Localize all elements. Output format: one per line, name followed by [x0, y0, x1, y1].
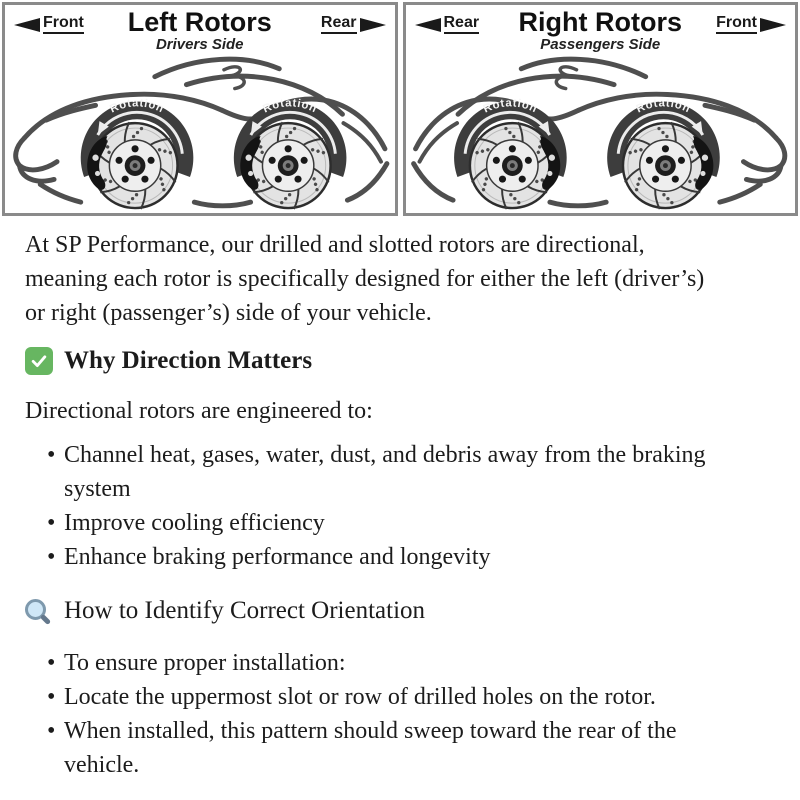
bullet-item: • Improve cooling efficiency — [47, 506, 720, 540]
rotation-label: Rotation — [634, 97, 692, 116]
left-car-illustration — [5, 53, 395, 213]
section2-bullet-list — [25, 646, 720, 782]
section1-lead: Directional rotors are engineered to: — [25, 398, 373, 424]
right-panel-header — [406, 5, 796, 53]
right-rotors-panel — [403, 2, 799, 216]
left-rotors-panel — [2, 2, 398, 216]
rotation-label: Rotation — [481, 97, 539, 116]
front-direction-label — [14, 15, 84, 34]
heading-text: How to Identify Correct Orientation — [64, 597, 426, 624]
right-arrow-icon — [360, 18, 386, 32]
intro-paragraph: At SP Performance, our drilled and slotted rotors are directional, meaning each rotor is specifically designed for either the left (driver’s) or right (passenger’s) side of your vehicle. — [25, 232, 705, 326]
article-body — [0, 216, 800, 782]
left-arrow-icon — [14, 18, 40, 32]
panel-title: Right Rotors — [518, 7, 682, 37]
bullet-item: • To ensure proper installation: — [47, 646, 720, 680]
bullet-item: • When installed, this pattern should sweep toward the rear of the vehicle. — [47, 714, 720, 782]
left-panel-header — [5, 5, 395, 53]
rotation-label: Rotation — [261, 97, 320, 116]
direction-label-text: Rear — [444, 15, 480, 34]
heading-text: Why Direction Matters — [64, 347, 313, 374]
panel-title: Left Rotors — [127, 7, 272, 37]
rotor-direction-diagrams — [0, 0, 800, 216]
rotation-label: Rotation — [108, 97, 166, 116]
right-arrow-icon — [760, 18, 786, 32]
direction-label-text: Rear — [321, 15, 357, 34]
direction-label-text: Front — [716, 15, 757, 34]
bullet-item: • Channel heat, gases, water, dust, and debris away from the braking system — [47, 438, 720, 506]
magnifying-glass-icon — [25, 598, 52, 625]
bullet-item: • Enhance braking performance and longevity — [47, 540, 720, 574]
right-car-illustration — [406, 53, 796, 213]
panel-subtitle: Passengers Side — [540, 35, 661, 53]
rear-direction-label — [415, 15, 480, 34]
rear-direction-label — [321, 15, 386, 34]
front-direction-label — [716, 15, 786, 34]
bullet-item: • Locate the uppermost slot or row of drilled holes on the rotor. — [47, 680, 720, 714]
heading-how-to-identify-correct-orientation — [25, 596, 720, 626]
direction-label-text: Front — [43, 15, 84, 34]
section1-bullet-list — [25, 438, 720, 574]
heading-why-direction-matters — [25, 346, 720, 376]
check-mark-icon — [25, 347, 53, 375]
left-arrow-icon — [415, 18, 441, 32]
panel-subtitle: Drivers Side — [155, 35, 244, 53]
